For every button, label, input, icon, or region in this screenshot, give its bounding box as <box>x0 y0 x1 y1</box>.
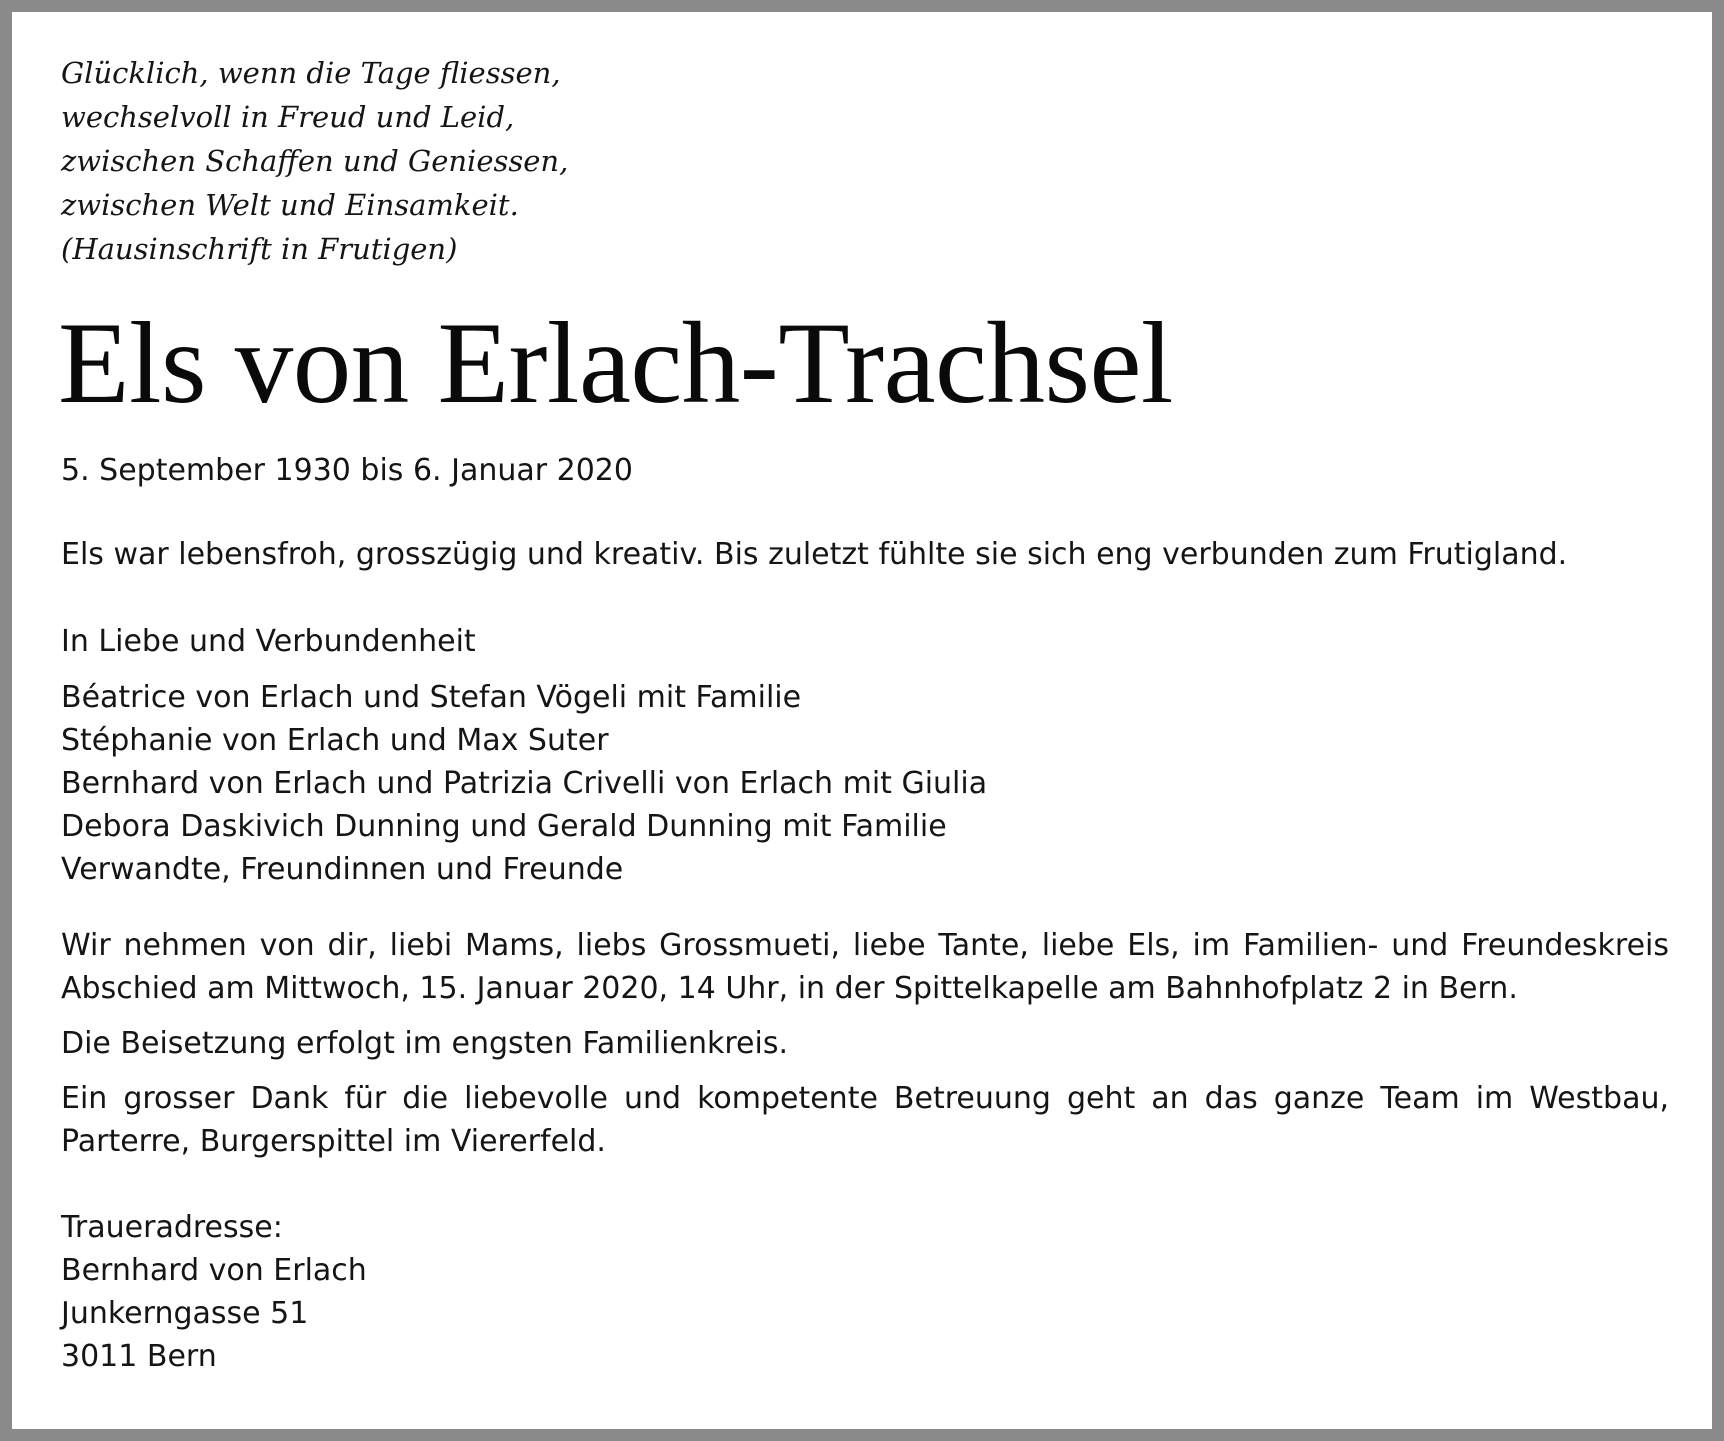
obituary-page <box>12 12 1712 1429</box>
love-line: In Liebe und Verbundenheit <box>61 624 476 659</box>
family-member: Debora Daskivich Dunning und Gerald Dunning mit Familie <box>61 809 947 844</box>
family-list <box>61 676 987 891</box>
funeral-notice <box>61 924 1669 1175</box>
farewell-paragraph: Wir nehmen von dir, liebi Mams, liebs Grossmueti, liebe Tante, liebe Els, im Familien- und Freundeskreis Abschied am Mittwoch, 15. Januar 2020, 14 Uhr, in der Spittelkapelle am Bahnhofplatz 2 in Bern. <box>61 928 1669 1006</box>
family-member: Béatrice von Erlach und Stefan Vögeli mit Familie <box>61 680 802 715</box>
address-label: Traueradresse: <box>61 1210 283 1245</box>
family-member: Verwandte, Freundinnen und Freunde <box>61 852 624 887</box>
family-member: Stéphanie von Erlach und Max Suter <box>61 723 609 758</box>
thanks-paragraph: Ein grosser Dank für die liebevolle und kompetente Betreuung geht an das ganze Team im Westbau, Parterre, Burgerspittel im Viererfeld. <box>61 1081 1669 1159</box>
deceased-name: Els von Erlach-Trachsel <box>58 299 1173 428</box>
mourning-address <box>61 1206 367 1378</box>
family-member: Bernhard von Erlach und Patrizia Crivelli von Erlach mit Giulia <box>61 766 988 801</box>
epigraph-line: Glücklich, wenn die Tage fliessen, <box>61 56 561 90</box>
epigraph-line: wechselvoll in Freud und Leid, <box>61 100 515 134</box>
address-name: Bernhard von Erlach <box>61 1253 367 1288</box>
address-street: Junkerngasse 51 <box>61 1296 309 1331</box>
epigraph-line: zwischen Schaffen und Geniessen, <box>61 144 569 178</box>
burial-paragraph: Die Beisetzung erfolgt im engsten Familienkreis. <box>61 1026 788 1061</box>
life-dates: 5. September 1930 bis 6. Januar 2020 <box>61 453 633 488</box>
epigraph-source: (Hausinschrift in Frutigen) <box>61 232 458 266</box>
address-city: 3011 Bern <box>61 1339 217 1374</box>
epigraph-line: zwischen Welt und Einsamkeit. <box>61 188 519 222</box>
epigraph <box>61 51 568 271</box>
intro-text: Els war lebensfroh, grosszügig und kreativ. Bis zuletzt fühlte sie sich eng verbunden zum Frutigland. <box>61 537 1568 572</box>
